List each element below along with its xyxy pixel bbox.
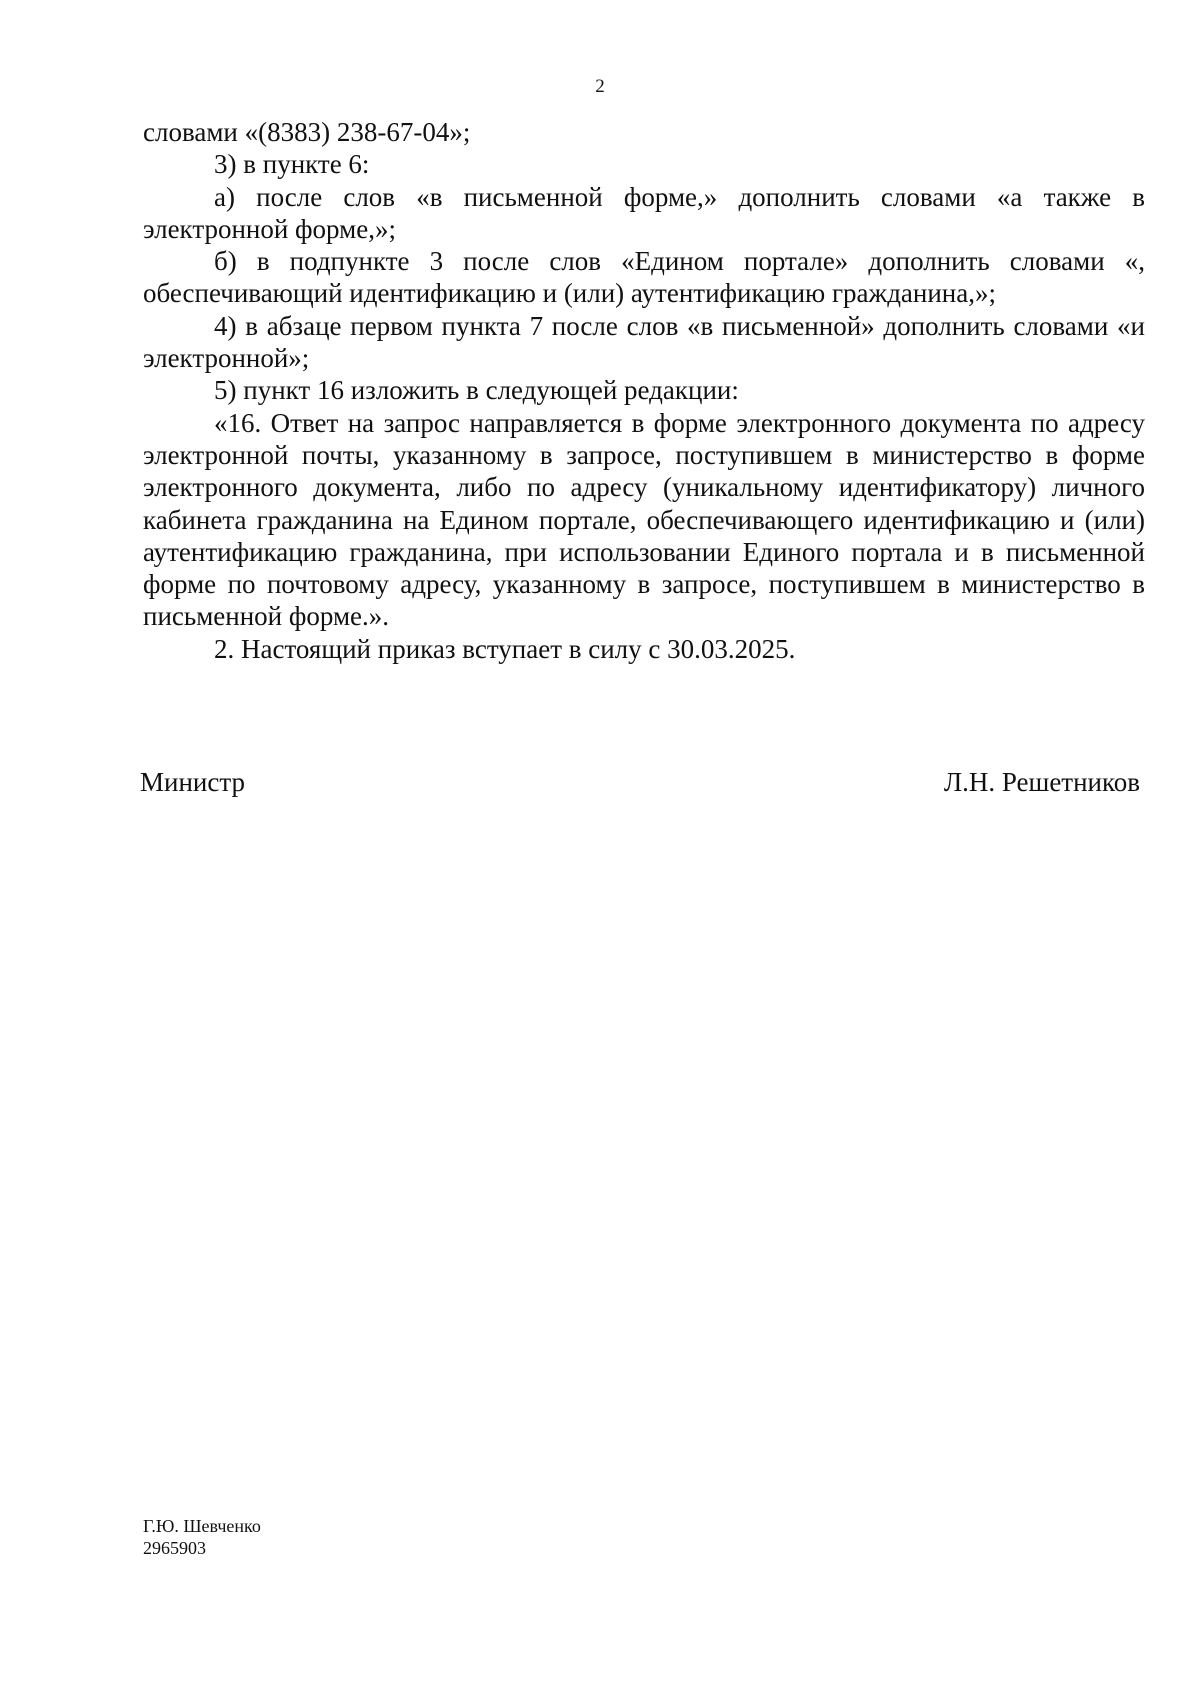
signatory-title: Министр [140, 767, 245, 797]
paragraph-item-4: 4) в абзаце первом пункта 7 после слов «в письменной» дополнить словами «и электронной»; [143, 310, 1145, 374]
signature-block [140, 765, 1140, 799]
document-body [143, 116, 1145, 665]
signatory-name: Л.Н. Решетников [943, 767, 1140, 797]
paragraph-item-3: 3) в пункте 6: [214, 149, 370, 180]
paragraph-phone-continuation: словами «(8383) 238-67-04»; [143, 117, 471, 147]
paragraph-item-3b: б) в подпункте 3 после слов «Едином портале» дополнить словами «, обеспечивающий идентификацию и (или) аутентификацию гражданина,»; [143, 246, 1145, 309]
paragraph-effective-date: 2. Настоящий приказ вступает в силу с 30.03.2025. [214, 633, 796, 664]
page-number: 2 [595, 76, 605, 97]
executor-name: Г.Ю. Шевченко [143, 1516, 261, 1536]
paragraph-item-3a: а) после слов «в письменной форме,» дополнить словами «а также в электронной форме,»; [143, 181, 1145, 244]
paragraph-item-5: 5) пункт 16 изложить в следующей редакции: [214, 375, 739, 406]
paragraph-item-16-text: «16. Ответ на запрос направляется в форме электронного документа по адресу электронной почты, указанному в запросе, поступившем в министерство в форме электронного документа, либо по адресу (уникальному идентификатору) личного кабинета гражданина на Едином портале, обеспечивающего идентификацию и (или) аутентификацию гражданина, при использовании Единого портала и в письменной форме по почтовому адресу, указанному в запросе, поступившем в министерство в письменной форме.». [143, 407, 1145, 632]
executor-info [143, 1515, 261, 1559]
executor-phone: 2965903 [143, 1538, 206, 1558]
